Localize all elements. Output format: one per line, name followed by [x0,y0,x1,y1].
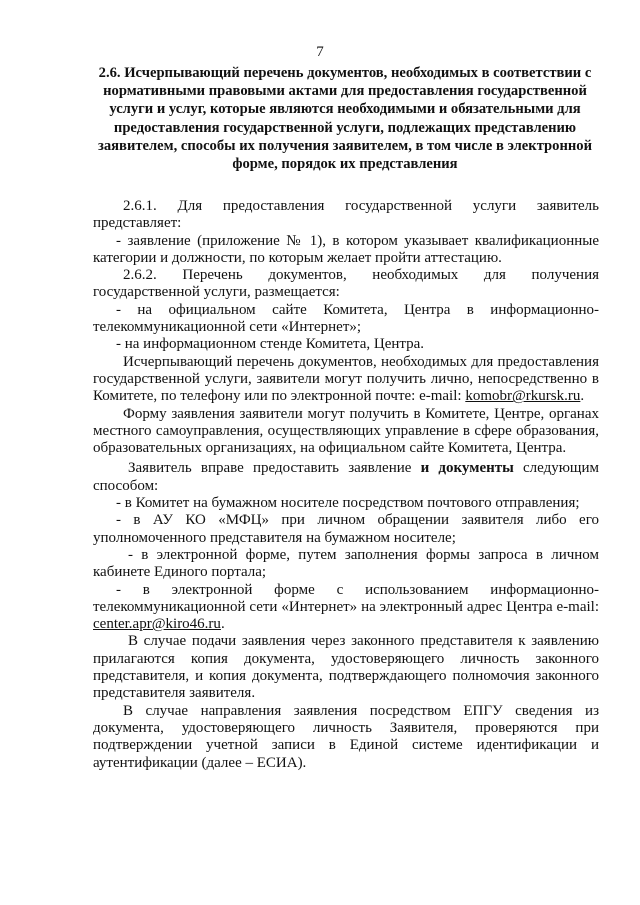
komitet-email-link[interactable]: komobr@rkursk.ru [465,388,581,405]
paragraph-application-item: - заявление (приложение № 1), в котором указывает квалификационные категории и должности, по которым желает пройти аттестацию. [93,232,599,266]
paragraph-mfc-item: - в АУ КО «МФЦ» при личном обращении заявителя либо его уполномоченного представителя на бумажном носителе; [93,512,599,546]
exhaustive-list-text: Исчерпывающий перечень документов, необходимых для предоставления государственной услуги, заявители могут получить лично, непосредственно в Комитете, по телефону или по электронной почте: e-mail: [93,353,599,405]
paragraph-2-6-2: 2.6.2. Перечень документов, необходимых для получения государственной услуги, размещается: [93,267,599,301]
paragraph-form-availability: Форму заявления заявители могут получить в Комитете, Центре, органах местного самоуправления, осуществляющих управление в сфере образования, образовательных организациях, на официальном сайте Комитета, Центра. [93,405,599,457]
exhaustive-list-end: . [580,388,585,405]
internet-item-text: - в электронной форме с использованием информационно-телекоммуникационной сети «Интернет» на электронный адрес Центра e-mail: [93,581,599,615]
center-email-link[interactable]: center.apr@kiro46.ru [93,616,221,633]
paragraph-exhaustive-list [93,354,599,406]
submission-methods-start: Заявитель вправе предоставить заявление [128,460,421,477]
paragraph-submission-methods [93,460,599,495]
paragraph-postal-item: - в Комитет на бумажном носителе посредством почтового отправления; [116,495,580,512]
paragraph-official-site-item: - на официальном сайте Комитета, Центра в информационно-телекоммуникационной сети «Интернет»; [93,301,599,336]
internet-item-end: . [220,616,225,633]
paragraph-2-6-1: 2.6.1. Для предоставления государственной услуги заявитель представляет: [93,198,599,232]
paragraph-epgu: В случае направления заявления посредством ЕПГУ сведения из документа, удостоверяющего личность Заявителя, проверяются при подтверждении учетной записи в Единой системе идентификации и аутентификации (далее – ЕСИА). [93,702,599,771]
page-number: 7 [316,44,324,60]
paragraph-legal-representative: В случае подачи заявления через законного представителя к заявлению прилагаются копия документа, удостоверяющего личность законного представителя, и копия документа, подтверждающего полномочия законного представителя заявителя. [93,633,599,702]
section-heading: 2.6. Исчерпывающий перечень документов, необходимых в соответствии с нормативными правовыми актами для предоставления государственной услуги и услуг, которые являются необходимыми и обязательными для предоставления государственной услуги, подлежащих представлению заявителем, способы их получения заявителем, в том числе в электронной форме, порядок их представления [98,65,592,173]
submission-methods-end: следующим способом: [93,460,600,494]
section-body [93,198,599,772]
paragraph-portal-item: - в электронной форме, путем заполнения формы запроса в личном кабинете Единого портала; [93,546,599,581]
paragraph-info-stand-item: - на информационном стенде Комитета, Центра. [116,336,425,353]
submission-methods-bold: и документы [420,460,514,477]
paragraph-internet-item [93,582,599,634]
